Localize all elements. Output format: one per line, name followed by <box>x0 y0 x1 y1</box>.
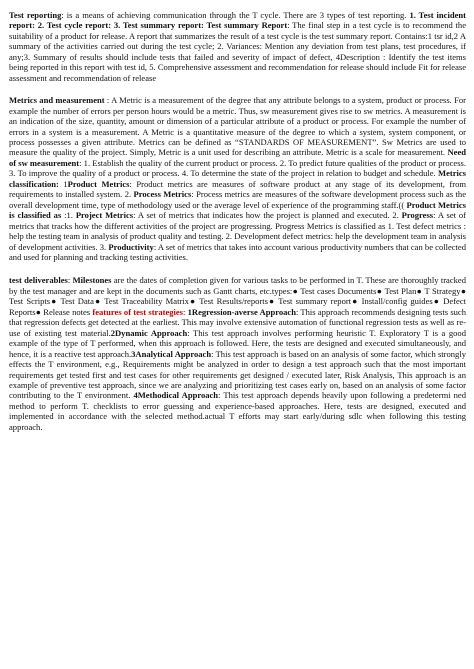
need-of-measurement-heading: Need of sw measurement <box>9 147 466 168</box>
features-of-test-strategies-heading: features of test strategies <box>92 306 184 317</box>
section-spacer <box>9 262 466 275</box>
project-metrics-text: : A set of metrics that indicates how the project is planned and executed. 2. <box>133 210 402 221</box>
classification-number: 1 <box>58 178 68 189</box>
metrics-heading: Metrics and measurement <box>9 95 105 106</box>
metrics-paragraph <box>9 95 466 262</box>
regression-averse-heading: 1Regression-averse Approach <box>187 306 296 317</box>
dynamic-approach-heading: 2Dynamic Approach <box>110 327 188 338</box>
test-reporting-text: : is a means of achieving communication through the T cycle. There are 3 types of test reporting. <box>61 10 410 20</box>
process-metrics-heading: Process Metrics <box>133 189 192 200</box>
test-reporting-paragraph <box>9 10 466 83</box>
progress-heading: Progress <box>401 210 434 221</box>
product-metrics-heading: Product Metrics <box>67 178 130 189</box>
metrics-text: : A Metric is a measurement of the degree that any attribute belongs to a system, product or process. For example the number of errors per person hours would be a metric. Thus, sw measurement gives rise to sw metrics. A measurement is an indication of the size, quantity, amount or dimension of a particular attribute of a product or process. For example the number of errors in a system is a measurement. A Metric is a quantitative measure of the degree to which a system, system component, or process possesses a given attribute. Metrics can be defined as “STANDARDS OF MEASUREMENT”. Sw Metrics are used to measure the quality of the project. Simply, Metric is a unit used for describing an attribute. Metric is a scale for measurement. <box>9 95 466 158</box>
milestones-text: are the dates of completion given for various tasks to be performed in T. These are thoroughly tracked by the test manager and are kept in the documents such as Gantt charts, etc.types:● Test cases Documents● Test Plan● T Strategy● Test Scripts● Test Data● Test Traceability Matrix● Test Results/reports● Test summary report● Install/config guides● Defect Reports● Release notes <box>9 275 466 317</box>
product-metrics-classified-heading: Product Metrics is classified as <box>9 199 466 221</box>
methodical-approach-heading: 4Methodical Approach <box>133 390 219 401</box>
project-metrics-heading: Project Metrics <box>75 210 134 221</box>
test-report-types: 1. Test incident report: 2. Test cycle report: 3. Test summary report: Test summary Report <box>9 10 466 31</box>
productivity-text: : A set of metrics that takes into account various productivity numbers that can be collected and used for planning and tracking testing activities. <box>9 241 467 262</box>
need-of-measurement-text: : 1. Establish the quality of the current product or process. 2. To predict future qualities of the product or process. 3. To improve the quality of a product or process. 4. To determine the state of the project in relation to budget and schedule. <box>9 157 466 179</box>
product-metrics-text: : Product metrics are measures of software product at any stage of its development, from requirements to installed system. 2. <box>9 178 466 200</box>
dynamic-approach-text: : This test approach involves performing heuristic T. Exploratory T is a good example of the type of T performed, when this approach is followed. Here, the tests are designed and executed simultaneously, and hence, it is a reactive test approach. <box>9 327 466 359</box>
test-reporting-heading: Test reporting <box>9 10 62 20</box>
metrics-classification-heading: Metrics classification: <box>9 168 466 189</box>
test-deliverables-heading: test deliverables <box>9 275 68 286</box>
methodical-approach-text: : This test approach depends heavily upon following a predetermi ned method to perform T. checklists to error guessing and experience-based approaches. Here, tests are designed, executed and implemented in accordance with the selected method.actual T efforts may start early/during sdlc when following this testing approach. <box>9 390 466 432</box>
progress-text: : A set of metrics that tracks how the different activities of the project are progressing. Progress Metrics is classified as 1. Test defect metrics : help the testing team in analysis of product quality and testing. 2. Development defect metrics: help the development team in analysis of development activities. 3. <box>9 210 466 252</box>
features-colon: : <box>183 306 188 317</box>
analytical-approach-text: : This test approach is based on an analysis of some factor, which strongly effects the T environment, e.g., Requirements might be analyzed in order to design a test approach such that the most important requirements get tested first and test cases for other requirements get designed / executed later, Risk Analysis, This approach is an example of preventive test approach, since we are analyzing and prioritizing test cases early on, based on an analysis of some factor contributing to the T environment. <box>9 348 466 401</box>
process-metrics-text: : Process metrics are measures of the software development process such as the overall development time, type of methodology used or the average level of experience of the programming staff.(( <box>9 189 466 210</box>
test-summary-report-text: : The final step in a test cycle is to recommend the suitability of a product for release. A report that summarizes the result of a test cycle is the test summary report. Contains:1 tsr id,2 A summary of the activities carried out during the test cycle; 2. Variances: Mention any deviation from test plans, test procedures, if any;3. Summary of results should include tests that failed and severity of impact of defect, 4Description : Identify the test items being reported in this report with test id, 5. Comprehensive assessment and recommendation for release should include Fit for release assessment and recommendation of release <box>9 20 466 83</box>
classified-number: :1. <box>61 210 76 221</box>
section-spacer <box>9 83 466 95</box>
deliverables-colon: : <box>67 275 73 286</box>
deliverables-paragraph <box>9 275 466 432</box>
regression-averse-text: : This approach recommends designing tests such that regression defects get detected at the earliest. This may involve extensive automation of functional regression tests as well as re-use of existing test material. <box>9 306 466 338</box>
productivity-heading: Productivity <box>108 241 154 252</box>
milestones-heading: Milestones <box>72 275 112 286</box>
analytical-approach-heading: 3Analytical Approach <box>131 348 212 359</box>
